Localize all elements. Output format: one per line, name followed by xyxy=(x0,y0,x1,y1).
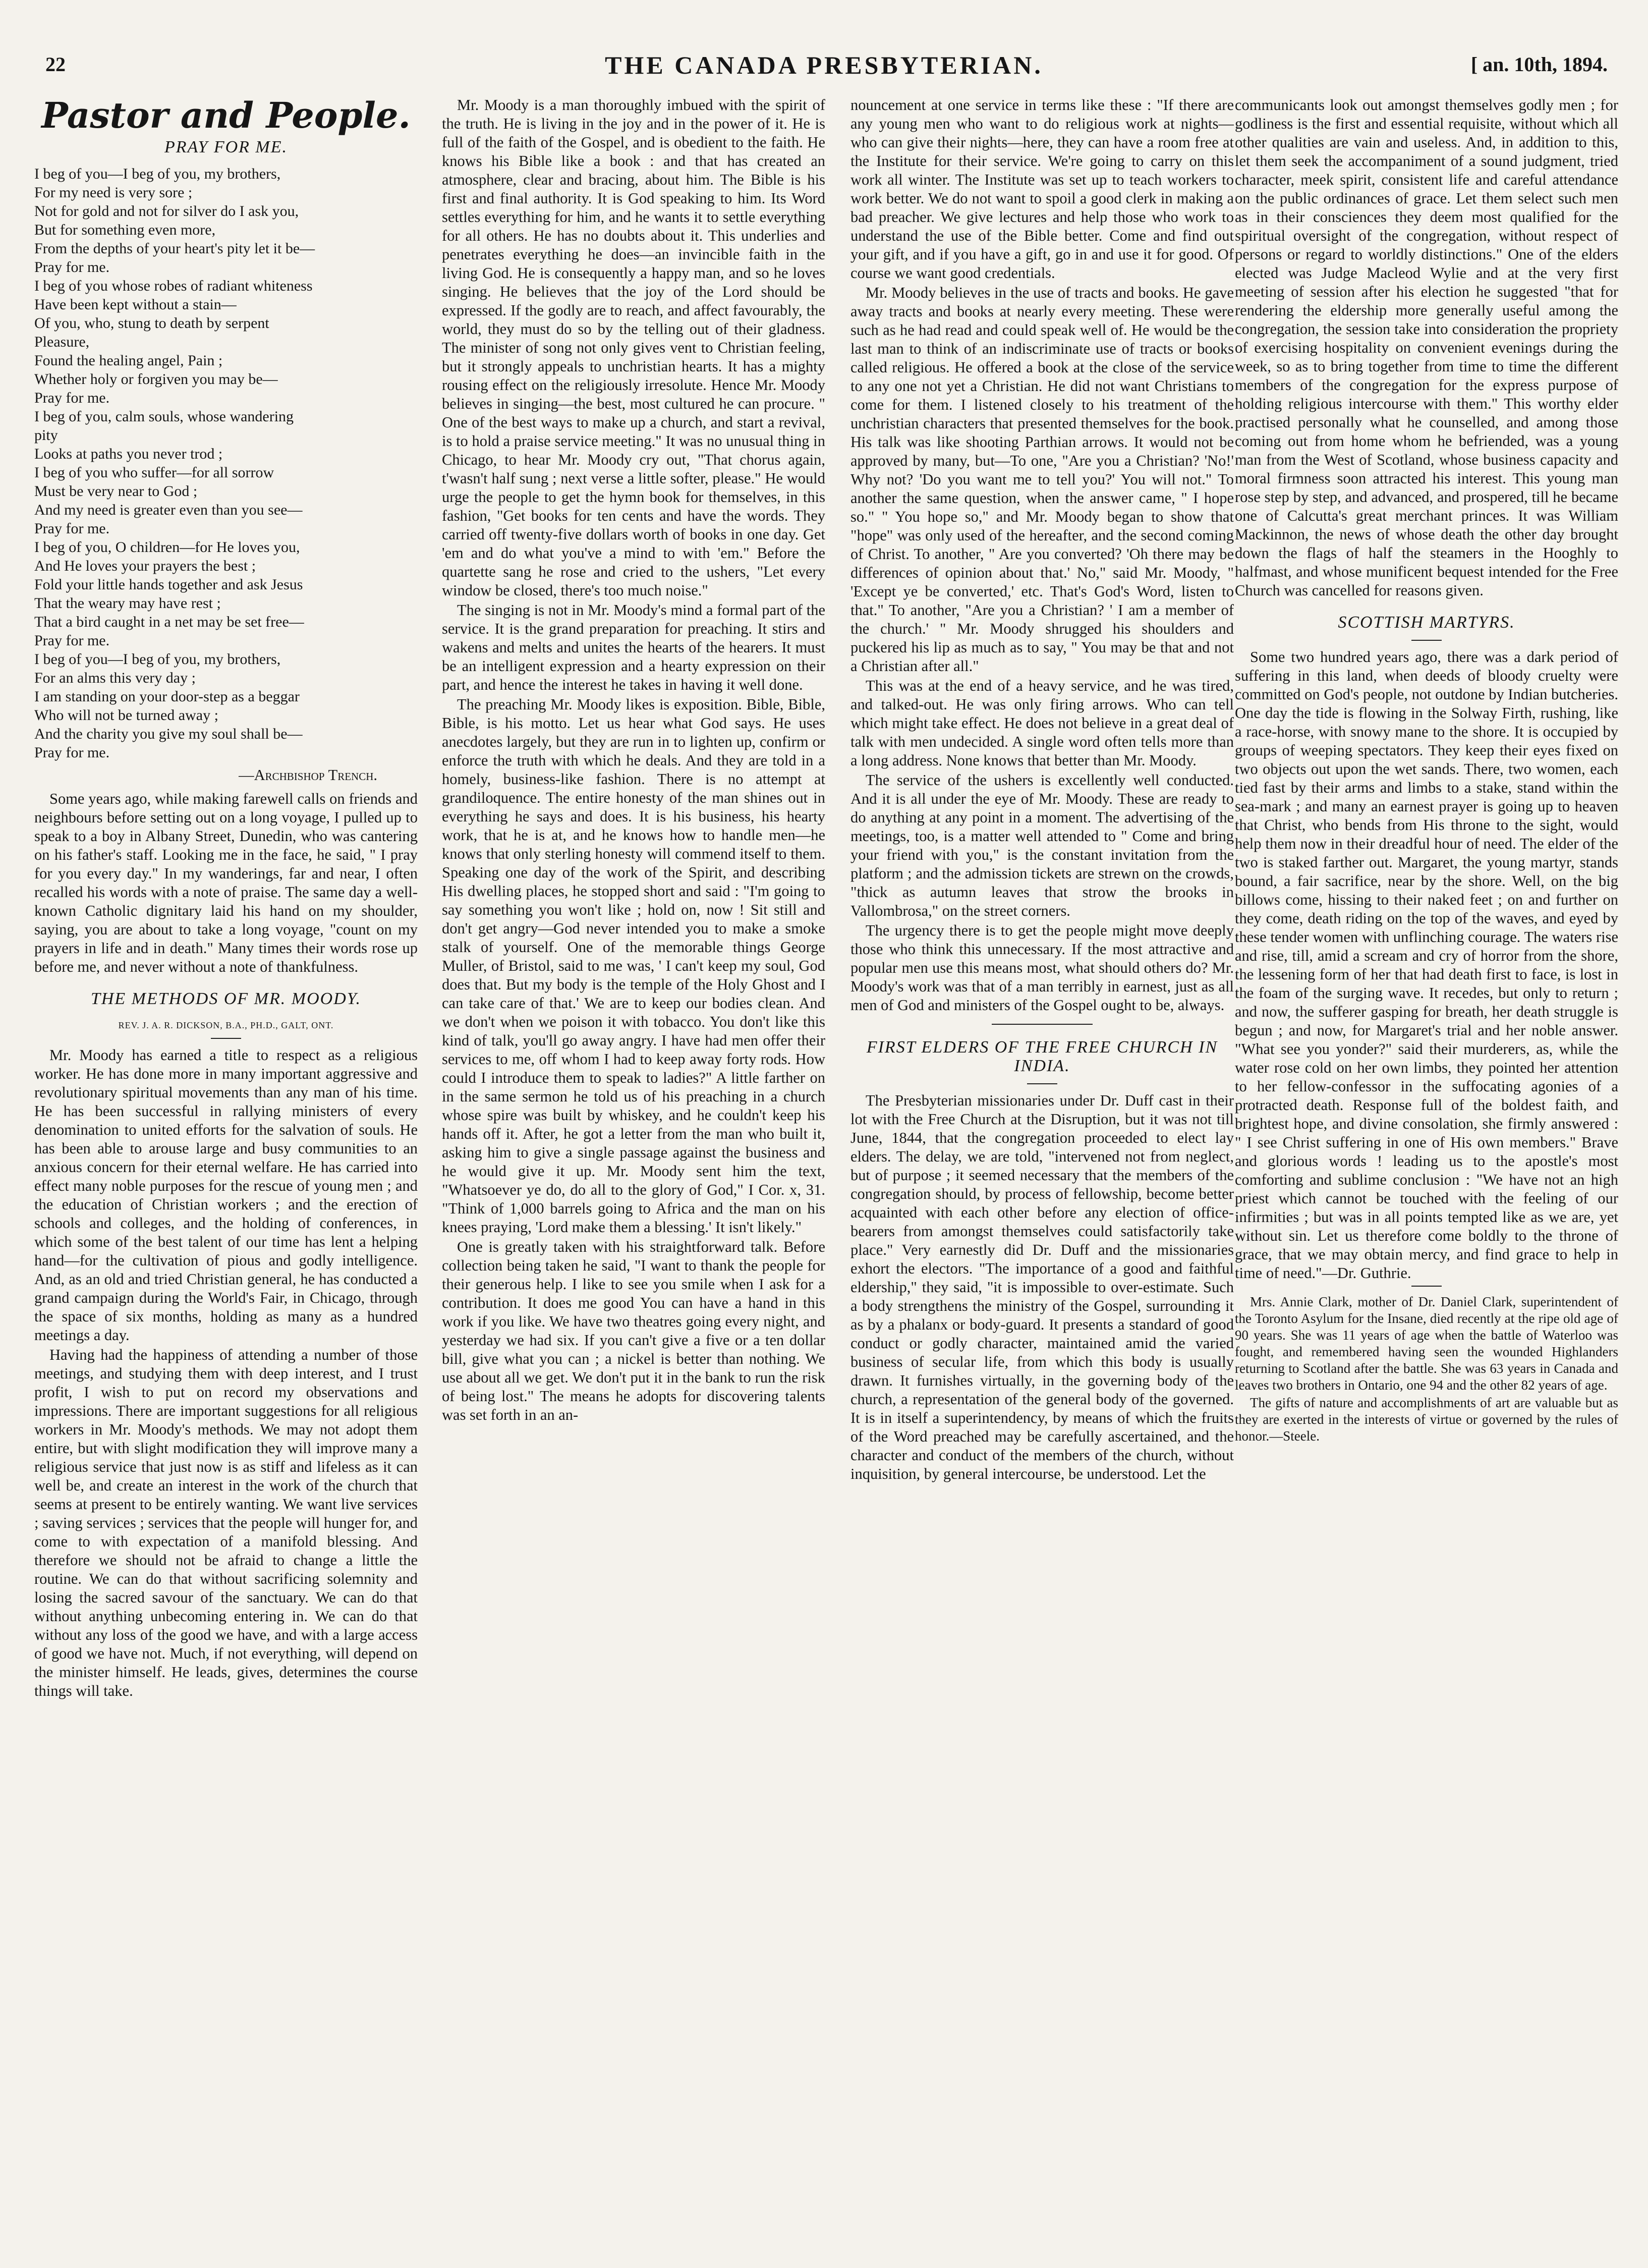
divider xyxy=(1411,1286,1442,1287)
column-1 xyxy=(34,96,418,2250)
article-paragraph: Some years ago, while making farewell calls on friends and neighbours before setting out on a long voyage, I pulled up to speak to a boy in Albany Street, Dunedin, who was cantering on his father's staff. Looking me in the face, he said, " I pray for you every day." In my wanderings, far and near, I often recalled his words with a note of praise. The same day a well-known Catholic dignitary laid his hand on my shoulder, saying, you are about to take a long voyage, "count on my prayers in life and in death." Many times their words rose up before me, and never without a note of thankfulness. xyxy=(34,790,418,975)
page-header xyxy=(30,50,1618,81)
poem-title: PRAY FOR ME. xyxy=(164,138,288,156)
article-title-elders: FIRST ELDERS OF THE FREE CHURCH IN INDIA. xyxy=(866,1038,1218,1075)
divider xyxy=(1411,640,1442,641)
article-paragraph: This was at the end of a heavy service, and he was tired, and talked-out. He was only firing arrows. Who can tell which might take effect. He does not believe in a great deal of talk with men undecided. A single word often tells more than a long address. None knows that better than Mr. Moody. xyxy=(850,677,1234,769)
quotation: The gifts of nature and accomplishments of art are valuable but as they are exerted in the interests of virtue or governed by the rules of honor.—Steele. xyxy=(1235,1395,1618,1444)
news-item: Mrs. Annie Clark, mother of Dr. Daniel Clark, superintendent of the Toronto Asylum for the Insane, died recently at the ripe old age of 90 years. She was 11 years of age when the battle of Waterloo was fought, and remembered having seen the wounded Highlanders returning to Scotland after the battle. She was 63 years in Canada and leaves two brothers in Ontario, one 94 and the other 82 years of age. xyxy=(1235,1294,1618,1393)
article-paragraph: Mr. Moody has earned a title to respect as a religious worker. He has done more in many important aggressive and revolutionary spiritual movements than any man of his time. He has been successful in rallying ministers of every denomination to united efforts for the salvation of souls. He has been able to arouse large and busy communities to an anxious concern for their eternal welfare. He has carried into effect many noble purposes for the rescue of young men ; and the education of Christian workers ; and the erection of schools and colleges, and the holding of conferences, in which some of the best talent of our time has lent a helping hand—for the cultivation of pious and godly intelligence. And, as an old and tried Christian general, he has conducted a grand campaign during the World's Fair, in Chicago, through the space of six months, holding as many as a hundred meetings a day. xyxy=(34,1046,418,1344)
article-paragraph: The Presbyterian missionaries under Dr. Duff cast in their lot with the Free Church at the Disruption, but it was not till June, 1844, that the congregation proceeded to elect lay elders. The delay, we are told, "intervened not from neglect, but of purpose ; it seemed necessary that the members of the congregation should, by process of fellowship, become better acquainted with each other before any election of office-bearers from amongst themselves could satisfactorily take place." Very earnestly did Dr. Duff and the missionaries exhort the electors. "The importance of a good and faithful eldership," they said, "it is impossible to over-estimate. Such a body strengthens the ministry of the Gospel, surrounding it as by a phalanx or body-guard. It presents a standard of good conduct or godly character, maintained amid the varied business of secular life, from which this body is usually drawn. It furnishes virtually, in the governing body of the church, a representation of the general body of the governed. It is in itself a superintendency, by means of which the fruits of the Word preached may be carefully ascertained, and the character and conduct of the members of the church, without inquisition, by general intercourse, be understood. Let the xyxy=(850,1092,1234,1482)
column-2 xyxy=(442,96,825,2250)
article-paragraph: One is greatly taken with his straightforward talk. Before collection being taken he said, "I want to thank the people for their generous help. I like to see you smile when I ask for a contribution. It does me good You can have a hand in this work if you like. We have two theatres going every night, and yesterday we had six. If you can't give a five or a ten dollar bill, give what you can ; a nickel is better than nothing. We use about all we get. We don't put it in the bank to run the risk of being lost." The means he adopts for discovering talents was set forth in an an- xyxy=(442,1238,825,1423)
article-paragraph: Having had the happiness of attending a number of those meetings, and studying them with deep interest, and I trust profit, I wish to put on record my observations and impressions. There are important suggestions for all religious workers in Mr. Moody's methods. We may not adopt them entire, but with slight modification they will improve many a religious service that just now is as stiff and lifeless as it can well be, and create an interest in the work of the church that seems at present to be entirely wanting. We want live services ; saving services ; services that the people will hunger for, and come to with expectation of a manifold blessing. And therefore we should not be afraid to change a little the routine. We can do that without sacrificing solemnity and losing the sacred savour of the sanctuary. We can do that without anything unbecoming entering in. We can do that without any loss of the good we have, and with a large access of good we have not. Much, if not everything, will depend on the minister himself. He leads, gives, determines the course things will take. xyxy=(34,1346,418,1699)
divider xyxy=(1027,1083,1057,1084)
article-byline: REV. J. A. R. DICKSON, B.A., PH.D., GALT, ONT. xyxy=(118,1020,334,1030)
article-paragraph: nouncement at one service in terms like these : "If there are any young men who want to do religious work at nights—who can give their nights—here, they can have a room free at the Institute for their service. We're going to carry on this work all winter. The Institute was set up to teach workers to work better. We do not want to spoil a good clerk in making a bad preacher. We give lectures and help those who work to understand the use of the Bible better. Come and find out your gift, and if you have a gift, go in and use it for good. Of course we want good credentials. xyxy=(850,96,1234,282)
article-paragraph: Mr. Moody believes in the use of tracts and books. He gave away tracts and books at nearly every meeting. These were such as he had read and could speak well of. He would be the last man to think of an indiscriminate use of tracts or books called religious. He offered a book at the close of the service to any one not yet a Christian. He did not want Christians to come for them. I listened closely to his treatment of the unchristian characters that presented themselves for the book. His talk was like shooting Parthian arrows. It would not be approved by many, but—To one, "Are you a Christian? 'No!' Why not? 'Do you want me to tell you?' You will not." To another the same question, when the answer came, " I hope so." " You hope so," and Mr. Moody began to show that "hope" was only used of the hereafter, and the second coming of Christ. To another, " Are you converted? 'Oh there may be differences of opinion about that.' No," said Mr. Moody, " 'Except ye be converted,' etc. That's God's Word, listen to that." To another, "Are you a Christian? ' I am a member of the church.' " Mr. Moody shrugged his shoulders and puckered his lip as much as to say, " You may be that and not a Christian after all." xyxy=(850,284,1234,675)
poem-text: I beg of you—I beg of you, my brothers, For my need is very sore ; Not for gold and not for silver do I ask you, But for something even more, From the depths of your heart's pity let it be— Pray for me. I beg of you whose robes of radiant whiteness Have been kept without a stain— Of you, who, stung to death by serpent Pleasure, Found the healing angel, Pain ; Whether holy or forgiven you may be— Pray for me. I beg of you, calm souls, whose wandering pity Looks at paths you never trod ; I beg of you who suffer—for all sorrow Must be very near to God ; And my need is greater even than you see— Pray for me. I beg of you, O children—for He loves you, And He loves your prayers the best ; Fold your little hands together and ask Jesus That the weary may have rest ; That a bird caught in a net may be set free— Pray for me. I beg of you—I beg of you, my brothers, For an alms this very day ; I am standing on your door-step as a beggar Who will not be turned away ; And the charity you give my soul shall be— Pray for me. xyxy=(34,165,315,761)
article-paragraph: Some two hundred years ago, there was a dark period of suffering in this land, when deeds of bloody cruelty were committed on God's people, not outdone by Indian butcheries. One day the tide is flowing in the Solway Firth, rushing, like a race-horse, with snowy mane to the shore. It is occupied by groups of weeping spectators. They keep their eyes fixed on two objects out upon the wet sands. There, two women, each tied fast by their arms and limbs to a stake, stand within the sea-mark ; and many an earnest prayer is going up to heaven that Christ, who bends from His throne to the sight, would help them now in their dreadful hour of need. The elder of the two is staked farther out. Margaret, the young martyr, stands bound, a fair sacrifice, near by the shore. Well, on the big billows come, hissing to their naked feet ; on and further on they come, death riding on the top of the waves, and eyed by these tender women with unflinching courage. The waters rise and rise, till, amid a scream and cry of horror from the shore, the lessening form of her that had death first to face, is lost in the foam of the surging wave. It recedes, but only to return ; and now, the sufferer gasping for breath, her death struggle is begun ; and now, for Margaret's trial and her noble answer. "What see you yonder?" said their murderers, as, while the water rose cold on her own limbs, they pointed her attention to her fellow-confessor in the suffocating agonies of a protracted death. Response full of the boldest faith, and brightest hope, and divine consolation, she firmly answered : " I see Christ suffering in one of His own members." Brave and glorious words ! leading us to the apostle's most comforting and sublime conclusion : "We have not an high priest which cannot be touched with the feeling of our infirmities ; but was in all points tempted like as we are, yet without sin. Let us therefore come boldly to the throne of grace, that we may obtain mercy, and find grace to help in time of need."—Dr. Guthrie. xyxy=(1235,648,1618,1282)
masthead-title: THE CANADA PRESBYTERIAN. xyxy=(605,51,1043,79)
divider xyxy=(211,1038,241,1039)
article-title-martyrs: SCOTTISH MARTYRS. xyxy=(1338,613,1515,632)
poem-attribution: —Archbishop Trench. xyxy=(239,766,377,784)
article-paragraph: Mr. Moody is a man thoroughly imbued with the spirit of the truth. He is living in the joy and in the power of it. He is full of the faith of the Gospel, and is obedient to the faith. He knows his Bible like a book : and that has created an atmosphere, clear and bracing, about him. The Bible is his first and final authority. It is God speaking to him. Its Word settles everything for him, and he wants it to settle everything for all others. He has no doubts about it. This underlies and penetrates everything he does—an invincible faith in the living God. He is consequently a happy man, and so he loves singing. He believes that the joy of the Lord should be expressed. If the godly are to reach, and affect favourably, the world, they must do so by the telling out of their gladness. The minister of song not only gives vent to Christian feeling, but it strongly appeals to unchristian hearts. It has a mighty rousing effect on the religiously irresolute. Hence Mr. Moody believes in singing—the best, most cultured he can procure. " One of the best ways to make up a church, and start a revival, is to hold a praise service meeting." It was no unusual thing in Chicago, to hear Mr. Moody cry out, "That chorus again, t'wasn't half sung ; next verse a little softer, please." He would urge the people to get the hymn book for themselves, in this fashion, "Get books for ten cents and have the words. They carried off twenty-five dollars worth of books in one day. Get 'em and do what you've a mind to with 'em." Before the quartette sang he rose and cried to the ushers, "Let every window be closed, there's too much noise." xyxy=(442,96,825,599)
column-4 xyxy=(1235,96,1618,2250)
divider xyxy=(992,1024,1093,1025)
article-title-moody: THE METHODS OF MR. MOODY. xyxy=(90,989,362,1008)
article-paragraph: The preaching Mr. Moody likes is exposition. Bible, Bible, Bible, is his motto. Let us hear what God says. He uses anecdotes largely, but they are run in to lighten up, confirm or enforce the truth with which he deals. And they are told in a homely, business-like fashion. There is no attempt at grandiloquence. The entire honesty of the man shines out in everything he says and does. It is his business, his hearty work, that he is at, and he knows how to handle men—he knows that only sterling honesty will commend itself to them. Speaking one day of the work of the Spirit, and describing His dwelling places, he stopped short and said : "I'm going to say something you won't like ; hold on, now ! Sit still and don't get angry—God never intended you to make a smoke stalk of yourself. One of the memorable things George Muller, of Bristol, said to me was, ' I can't keep my soul, God does that. But my body is the temple of the Holy Ghost and I can take care of that.' We are to keep our bodies clean. And we don't when we poison it with tobacco. You don't like this kind of talk, you'll go away angry. I have had men offer their services to me, off whom I had to keep away forty rods. How could I introduce them to speak to ladies?" A little farther on in the same sermon he told us of his preaching in a church whose spire was built by whiskey, and he couldn't keep his hands off it. After, he got a letter from the man who built it, asking him to give a single passage against the business and he would give it up. Mr. Moody sent him the text, "Whatsoever ye do, do all to the glory of God," I Cor. x, 31. "Think of 1,000 barrels going to Africa and the man on his knees praying, 'Lord make them a blessing.' It isn't likely." xyxy=(442,696,825,1236)
article-paragraph: The service of the ushers is excellently well conducted. And it is all under the eye of Mr. Moody. These are ready to do anything at any point in a moment. The advertising of the meetings, too, is a matter well attended to " Come and bring your friend with you," is the constant invitation from the platform ; and the admission tickets are strewn on the crowds, "thick as autumn leaves that strow the brooks in Vallombrosa," on the street corners. xyxy=(850,771,1234,919)
article-paragraph: The urgency there is to get the people might move deeply those who think this unnecessary. If the most attractive and popular men use this means most, what should others do? Mr. Moody's work was that of a man terribly in earnest, just as all men of God and ministers of the Gospel ought to be, always. xyxy=(850,922,1234,1014)
article-paragraph: communicants look out amongst themselves godly men ; for godliness is the first and essential requisite, without which all other qualities are vain and useless. And, in addition to this, let them seek the accompaniment of a sound judgment, tried character, meek spirit, consistent life and careful attendance on the public ordinances of grace. Let them select such men as in their consciences they deem most qualified for the spiritual oversight of the congregation, without respect of persons or regard to worldly distinctions." One of the elders elected was Judge Macleod Wylie and at the very first meeting of session after his election he suggested "that for rendering the eldership more generally useful among the congregation, the session take into consideration the propriety of exercising hospitality on convenient evenings during the week, so as to bring together from time to time the different members of the congregation for the express purpose of holding religious intercourse with them." This worthy elder practised personally what he counselled, and among those coming out from home whom he befriended, was a young man from the West of Scotland, whose business capacity and moral firmness soon attracted his interest. This young man rose step by step, and advanced, and prospered, till he became one of Calcutta's great merchant princes. It was William Mackinnon, the news of whose death the other day brought down the flags of half the steamers in the Hooghly to halfmast, and whose munificent bequest intended for the Free Church was cancelled for reasons given. xyxy=(1235,96,1618,599)
department-heading: Pastor and People. xyxy=(41,96,411,136)
page-number: 22 xyxy=(45,53,66,76)
issue-date: [ an. 10th, 1894. xyxy=(1470,53,1608,76)
article-paragraph: The singing is not in Mr. Moody's mind a formal part of the service. It is the grand preparation for preaching. It stirs and wakens and melts and unites the hearts of the hearers. It must be an intelligent expression and a hearty expression on their part, and hence the interest he takes in having it well done. xyxy=(442,601,825,693)
column-3 xyxy=(850,96,1234,2250)
